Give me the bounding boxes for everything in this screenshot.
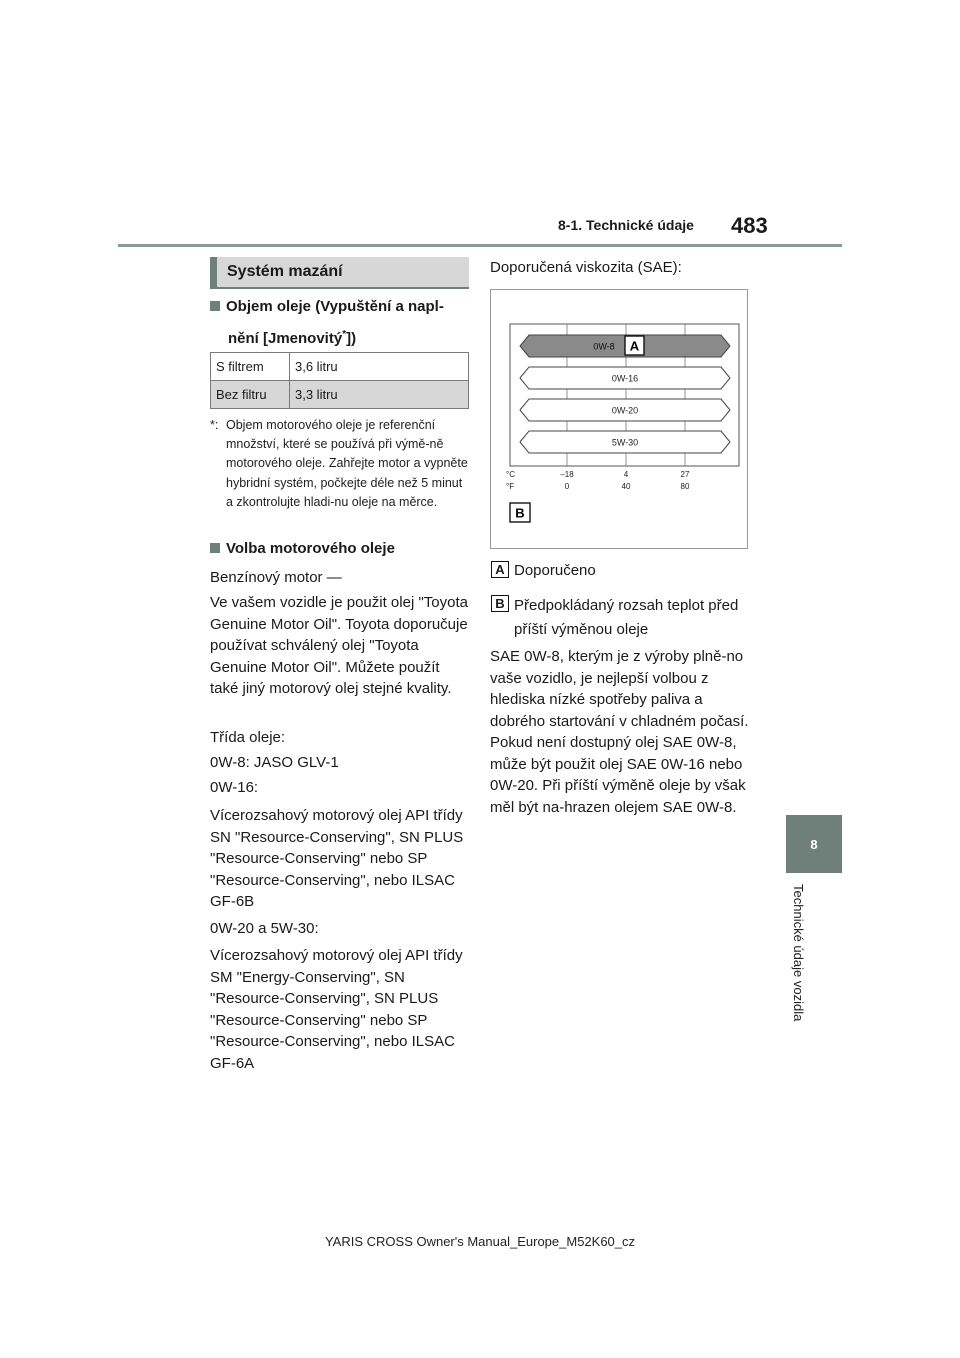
celsius-tick-label: –18	[560, 470, 574, 479]
oil-0w20-label: 0W-20 a 5W-30:	[210, 920, 319, 937]
chapter-tab[interactable]: 8	[786, 815, 842, 873]
fahrenheit-unit-label: °F	[506, 482, 515, 491]
oil-0w20-description: Vícerozsahový motorový olej API třídy SM "Energy-Conserving", SN "Resource-Conserving", SN PLUS "Resource-Conserving" nebo SP "Resource-Conserving", nebo ILSAC GF-6A	[210, 947, 463, 1072]
section-title: 8-1. Technické údaje	[558, 217, 694, 233]
viscosity-bar-label: 5W-30	[611, 437, 639, 448]
legend-b-key: B	[491, 595, 509, 612]
callout-a-label: A	[629, 338, 640, 354]
page-number: 483	[731, 213, 768, 238]
oil-0w16-label: 0W-16:	[210, 779, 259, 796]
fahrenheit-tick-label: 80	[680, 482, 690, 491]
square-bullet-icon	[210, 301, 220, 311]
table-row	[211, 353, 469, 381]
oil-class-label: Třída oleje:	[210, 729, 286, 746]
footer-manual-id: YARIS CROSS Owner's Manual_Europe_M52K60_cz	[324, 1234, 636, 1249]
header-divider	[118, 244, 842, 247]
oil-capacity-subhead: Objem oleje (Vypuštění a napl-	[210, 296, 470, 318]
fahrenheit-tick-label: 0	[564, 482, 570, 491]
section-header-rule	[210, 287, 469, 289]
legend-a-key: A	[491, 561, 509, 578]
gasoline-engine-label: Benzínový motor —	[210, 569, 342, 586]
oil-0w8-spec: 0W-8: JASO GLV-1	[210, 754, 339, 771]
table-cell-label: S filtrem	[211, 353, 290, 381]
oil-capacity-table	[210, 352, 469, 409]
legend-a-text: Doporučeno	[514, 562, 596, 579]
celsius-unit-label: °C	[506, 470, 515, 479]
footnote-marker: *	[342, 329, 347, 340]
viscosity-bar-label: 0W-16	[611, 373, 639, 384]
celsius-tick-label: 4	[623, 470, 629, 479]
callout-b-label: B	[515, 505, 525, 521]
oil-intro-paragraph: Ve vašem vozidle je použit olej "Toyota Genuine Motor Oil". Toyota doporučuje používat schválený olej "Toyota Genuine Motor Oil". Můžete použít také jiný motorový olej stejné kvality.	[210, 594, 468, 697]
viscosity-title: Doporučená viskozita (SAE):	[490, 259, 682, 276]
celsius-tick-label: 27	[680, 470, 690, 479]
viscosity-bar-label: 0W-8	[593, 341, 615, 352]
square-bullet-icon	[210, 543, 220, 553]
legend-b-text: Předpokládaný rozsah teplot před příští výměnou oleje	[514, 597, 739, 638]
recommendation-paragraph: SAE 0W-8, kterým je z výroby plně-no vaše vozidlo, je nejlepší volbou z hlediska nízké spotřeby paliva a dobrého startování v chladném počasí. Pokud není dostupný olej SAE 0W-8, může být použit olej SAE 0W-16 nebo 0W-20. Při příští výměně oleje by však měl být na-hrazen olejem SAE 0W-8.	[490, 648, 749, 816]
fahrenheit-tick-label: 40	[621, 482, 631, 491]
table-cell-value: 3,6 litru	[290, 353, 469, 381]
viscosity-bar-label: 0W-20	[611, 405, 639, 416]
oil-0w16-description: Vícerozsahový motorový olej API třídy SN "Resource-Conserving", SN PLUS "Resource-Conserving" nebo SP "Resource-Conserving", nebo ILSAC GF-6B	[210, 807, 464, 910]
viscosity-chart	[492, 291, 746, 547]
table-row	[211, 381, 469, 409]
footnote	[210, 416, 468, 512]
footnote-text: Objem motorového oleje je referenční množství, které se používá při výmě-ně motorového oleje. Zahřejte motor a vypněte hybridní systém, počkejte déle než 5 minut a zkontrolujte hladi-nu oleje na měrce.	[226, 418, 468, 509]
table-cell-label: Bez filtru	[211, 381, 290, 409]
table-cell-value: 3,3 litru	[290, 381, 469, 409]
chapter-side-title: Technické údaje vozidla	[791, 884, 806, 1022]
footnote-mark: *:	[210, 418, 219, 432]
temperature-axis	[506, 470, 690, 491]
section-header: Systém mazání	[210, 257, 469, 287]
oil-selection-subhead: Volba motorového oleje	[210, 538, 395, 560]
oil-capacity-subhead-line2: nění [Jmenovitý*])	[228, 329, 357, 347]
